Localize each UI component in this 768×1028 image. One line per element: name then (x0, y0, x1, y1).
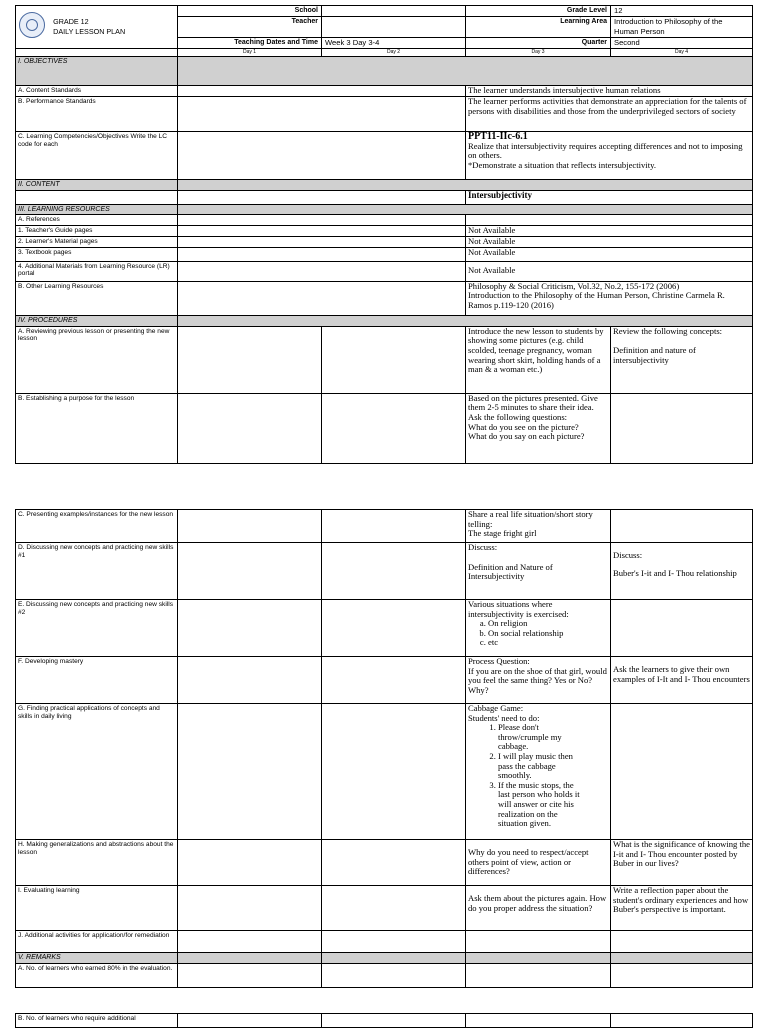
performance-standards-label: B. Performance Standards (16, 97, 178, 132)
lm-blank (178, 236, 466, 247)
other-resources-blank (178, 281, 466, 315)
competencies-label: C. Learning Competencies/Objectives Write the LC code for each (16, 132, 178, 180)
procedure-g-day3-list (468, 723, 608, 829)
procedure-b-day3-line4: What do you say on each picture? (468, 431, 585, 442)
lesson-plan-table-1 (15, 5, 753, 464)
teacher-value (322, 17, 466, 38)
remarks-b-day4 (611, 1014, 753, 1028)
references-label: A. References (16, 215, 178, 226)
lm-label: 2. Learner's Material pages (16, 236, 178, 247)
section-content: II. CONTENT (16, 180, 178, 191)
other-resources-label: B. Other Learning Resources (16, 281, 178, 315)
procedure-f-day3 (466, 657, 611, 704)
teacher-label: Teacher (178, 17, 322, 38)
procedure-i-day2 (322, 886, 466, 931)
lm-value: Not Available (466, 236, 753, 247)
competencies-blank (178, 132, 466, 180)
procedure-b-day3-line3: What do you see on the picture? (468, 421, 579, 432)
lesson-plan-table-2 (15, 509, 753, 988)
references-blank (178, 215, 466, 226)
procedure-c-label: C. Presenting examples/instances for the new lesson (16, 510, 178, 543)
procedure-d-label: D. Discussing new concepts and practicing new skills #1 (16, 543, 178, 600)
competency-1: Realize that intersubjectivity requires accepting differences and not to imposing on others. (468, 140, 743, 161)
procedure-h-day3-text: Why do you need to respect/accept others point of view, action or differences? (468, 847, 589, 877)
day-3-header: Day 3 (466, 49, 611, 57)
procedure-j-day1 (178, 931, 322, 953)
lesson-plan-table-3 (15, 1013, 753, 1028)
remarks-a-label: A. No. of learners who earned 80% in the evaluation. (16, 963, 178, 987)
procedure-b-day2 (322, 393, 466, 463)
content-standards-label: A. Content Standards (16, 86, 178, 97)
procedure-g-day2 (322, 704, 466, 840)
procedure-e-day3-list (468, 619, 608, 648)
procedure-c-day2 (322, 510, 466, 543)
procedure-c-day4 (611, 510, 753, 543)
procedure-d-day2 (322, 543, 466, 600)
procedure-d-day3-line2: Definition and Nature of Intersubjectivity (468, 561, 553, 582)
learning-area-value: Introduction to Philosophy of the Human Person (611, 17, 753, 38)
procedure-c-day1 (178, 510, 322, 543)
remarks-a-day1 (178, 963, 322, 987)
plan-title: DAILY LESSON PLAN (53, 27, 126, 36)
content-topic-cell (466, 190, 753, 204)
references-value (466, 215, 753, 226)
procedure-a-day4-line2: Definition and nature of intersubjectivity (613, 345, 696, 365)
section-procedures-fill (178, 315, 753, 326)
remarks-b-day2 (322, 1014, 466, 1028)
procedure-d-day1 (178, 543, 322, 600)
procedure-a-day4-line1: Review the following concepts: (613, 326, 723, 336)
remarks-fill-3 (466, 953, 611, 964)
procedure-f-day4-text: Ask the learners to give their own examples of I-It and I- Thou encounters (613, 664, 750, 684)
procedure-f-day1 (178, 657, 322, 704)
procedure-a-day2 (322, 326, 466, 393)
competency-2: *Demonstrate a situation that reflects intersubjectivity. (468, 159, 656, 170)
procedure-a-label: A. Reviewing previous lesson or presenting the new lesson (16, 326, 178, 393)
procedure-g-day4 (611, 704, 753, 840)
learning-area-label: Learning Area (466, 17, 611, 38)
section-resources-fill (178, 204, 753, 215)
procedure-h-day1 (178, 840, 322, 886)
procedure-g-day3 (466, 704, 611, 840)
procedure-g-day1 (178, 704, 322, 840)
remarks-fill-2 (322, 953, 466, 964)
procedure-j-day3 (466, 931, 611, 953)
procedure-j-label: J. Additional activities for application/for remediation (16, 931, 178, 953)
section-content-fill (178, 180, 753, 191)
procedure-b-label: B. Establishing a purpose for the lesson (16, 393, 178, 463)
procedure-h-day4: What is the significance of knowing the I-it and I- Thou encounter posted by Buber in our lives? (611, 840, 753, 886)
list-item: c. etc (488, 638, 608, 648)
list-item: b. On social relationship (488, 629, 608, 639)
list-item: a. On religion (488, 619, 608, 629)
procedure-h-day3 (466, 840, 611, 886)
grade-title: GRADE 12 (53, 17, 89, 26)
quarter-value: Second (611, 38, 753, 49)
additional-materials-blank (178, 261, 466, 281)
procedure-i-day1 (178, 886, 322, 931)
procedure-j-day2 (322, 931, 466, 953)
day-2-header: Day 2 (322, 49, 466, 57)
other-resource-1: Philosophy & Social Criticism, Vol.32, No.2, 155-172 (2006) (468, 281, 680, 291)
content-standards-text: The learner understands intersubjective human relations (466, 86, 753, 97)
procedure-a-day1 (178, 326, 322, 393)
remarks-fill-1 (178, 953, 322, 964)
procedure-g-day3-line1: Cabbage Game: (468, 703, 524, 713)
content-blank (178, 190, 466, 204)
procedure-d-day4-line2: Buber's I-it and I- Thou relationship (613, 567, 737, 578)
procedure-i-day3 (466, 886, 611, 931)
remarks-a-day3 (466, 963, 611, 987)
header-logo-cell (16, 6, 178, 49)
procedure-h-label: H. Making generalizations and abstractions about the lesson (16, 840, 178, 886)
performance-standards-blank (178, 97, 466, 132)
remarks-b-label: B. No. of learners who require additional (16, 1014, 178, 1028)
procedure-b-day4 (611, 393, 753, 463)
tb-value: Not Available (466, 247, 753, 261)
other-resource-2: Introduction to the Philosophy of the Human Person, Christine Carmela R. Ramos p.119-120 (2016) (468, 290, 725, 310)
procedure-f-day3-line1: Process Question: (468, 656, 530, 666)
procedure-a-day3: Introduce the new lesson to students by showing some pictures (e.g. child scolded, teenage pregnancy, woman wearing short skirt, holding hands of a man & a woman etc.) (466, 326, 611, 393)
section-resources: III. LEARNING RESOURCES (16, 204, 178, 215)
remarks-b-day1 (178, 1014, 322, 1028)
day-4-header: Day 4 (611, 49, 753, 57)
day-header-blank (16, 49, 178, 57)
procedure-c-day3-line1: Share a real life situation/short story telling: (468, 509, 593, 529)
procedure-i-label: I. Evaluating learning (16, 886, 178, 931)
procedure-f-day4 (611, 657, 753, 704)
procedure-e-day4 (611, 600, 753, 657)
procedure-b-day1 (178, 393, 322, 463)
section-remarks: V. REMARKS (16, 953, 178, 964)
procedure-j-day4 (611, 931, 753, 953)
procedure-b-day3 (466, 393, 611, 463)
content-topic: Intersubjectivity (468, 190, 532, 200)
school-value (322, 6, 466, 17)
remarks-fill-4 (611, 953, 753, 964)
procedure-f-day3-line2: If you are on the shoe of that girl, would you feel the same thing? Yes or No? Why? (468, 665, 607, 695)
procedure-g-label: G. Finding practical applications of concepts and skills in daily living (16, 704, 178, 840)
section-objectives-fill (178, 57, 753, 86)
competency-code: PPT11-IIc-6.1 (468, 131, 528, 142)
list-item: 3. If the music stops, the last person who holds it will answer or cite his realization on the situation given. (498, 781, 586, 829)
additional-materials-label: 4. Additional Materials from Learning Resource (LR) portal (16, 261, 178, 281)
tg-label: 1. Teacher's Guide pages (16, 225, 178, 236)
procedure-a-day4 (611, 326, 753, 393)
remarks-a-day4 (611, 963, 753, 987)
tg-blank (178, 225, 466, 236)
procedure-c-day3 (466, 510, 611, 543)
tb-label: 3. Textbook pages (16, 247, 178, 261)
procedure-i-day3-text: Ask them about the pictures again. How do you proper address the situation? (468, 893, 607, 913)
procedure-e-label: E. Discussing new concepts and practicing new skills #2 (16, 600, 178, 657)
competencies-cell (466, 132, 753, 180)
other-resources-cell (466, 281, 753, 315)
tb-blank (178, 247, 466, 261)
content-blank-label (16, 190, 178, 204)
performance-standards-text: The learner performs activities that demonstrate an appreciation for the talents of persons with disabilities and those from the underprivileged sectors of society (466, 97, 753, 132)
quarter-label: Quarter (466, 38, 611, 49)
procedure-d-day4-line1: Discuss: (613, 550, 643, 560)
section-procedures: IV. PROCEDURES (16, 315, 178, 326)
procedure-e-day3-line1: Various situations where intersubjectivity is exercised: (468, 599, 569, 619)
procedure-h-day2 (322, 840, 466, 886)
section-objectives: I. OBJECTIVES (16, 57, 178, 86)
remarks-b-day3 (466, 1014, 611, 1028)
grade-level-label: Grade Level (466, 6, 611, 17)
day-1-header: Day 1 (178, 49, 322, 57)
procedure-b-day3-line2: Ask the following questions: (468, 411, 568, 422)
dates-value: Week 3 Day 3-4 (322, 38, 466, 49)
procedure-d-day3-line1: Discuss: (468, 542, 498, 552)
procedure-g-day3-line2: Students' need to do: (468, 712, 540, 723)
procedure-i-day4: Write a reflection paper about the student's ordinary experiences and how Buber's perspective is important. (611, 886, 753, 931)
remarks-a-day2 (322, 963, 466, 987)
procedure-e-day3 (466, 600, 611, 657)
procedure-e-day2 (322, 600, 466, 657)
procedure-b-day3-line1: Based on the pictures presented. Give them 2-5 minutes to share their idea. (468, 393, 598, 413)
procedure-c-day3-line2: The stage fright girl (468, 528, 537, 539)
tg-value: Not Available (466, 225, 753, 236)
school-label: School (178, 6, 322, 17)
list-item: 2. I will play music then pass the cabbage smoothly. (498, 752, 586, 781)
procedure-f-label: F. Developing mastery (16, 657, 178, 704)
grade-level-value: 12 (611, 6, 753, 17)
deped-seal-icon (19, 12, 45, 38)
procedure-d-day3 (466, 543, 611, 600)
dates-label: Teaching Dates and Time (178, 38, 322, 49)
procedure-f-day2 (322, 657, 466, 704)
additional-materials-value: Not Available (466, 261, 753, 281)
procedure-d-day4 (611, 543, 753, 600)
content-standards-blank (178, 86, 466, 97)
procedure-e-day1 (178, 600, 322, 657)
list-item: 1. Please don't throw/crumple my cabbage. (498, 723, 586, 752)
